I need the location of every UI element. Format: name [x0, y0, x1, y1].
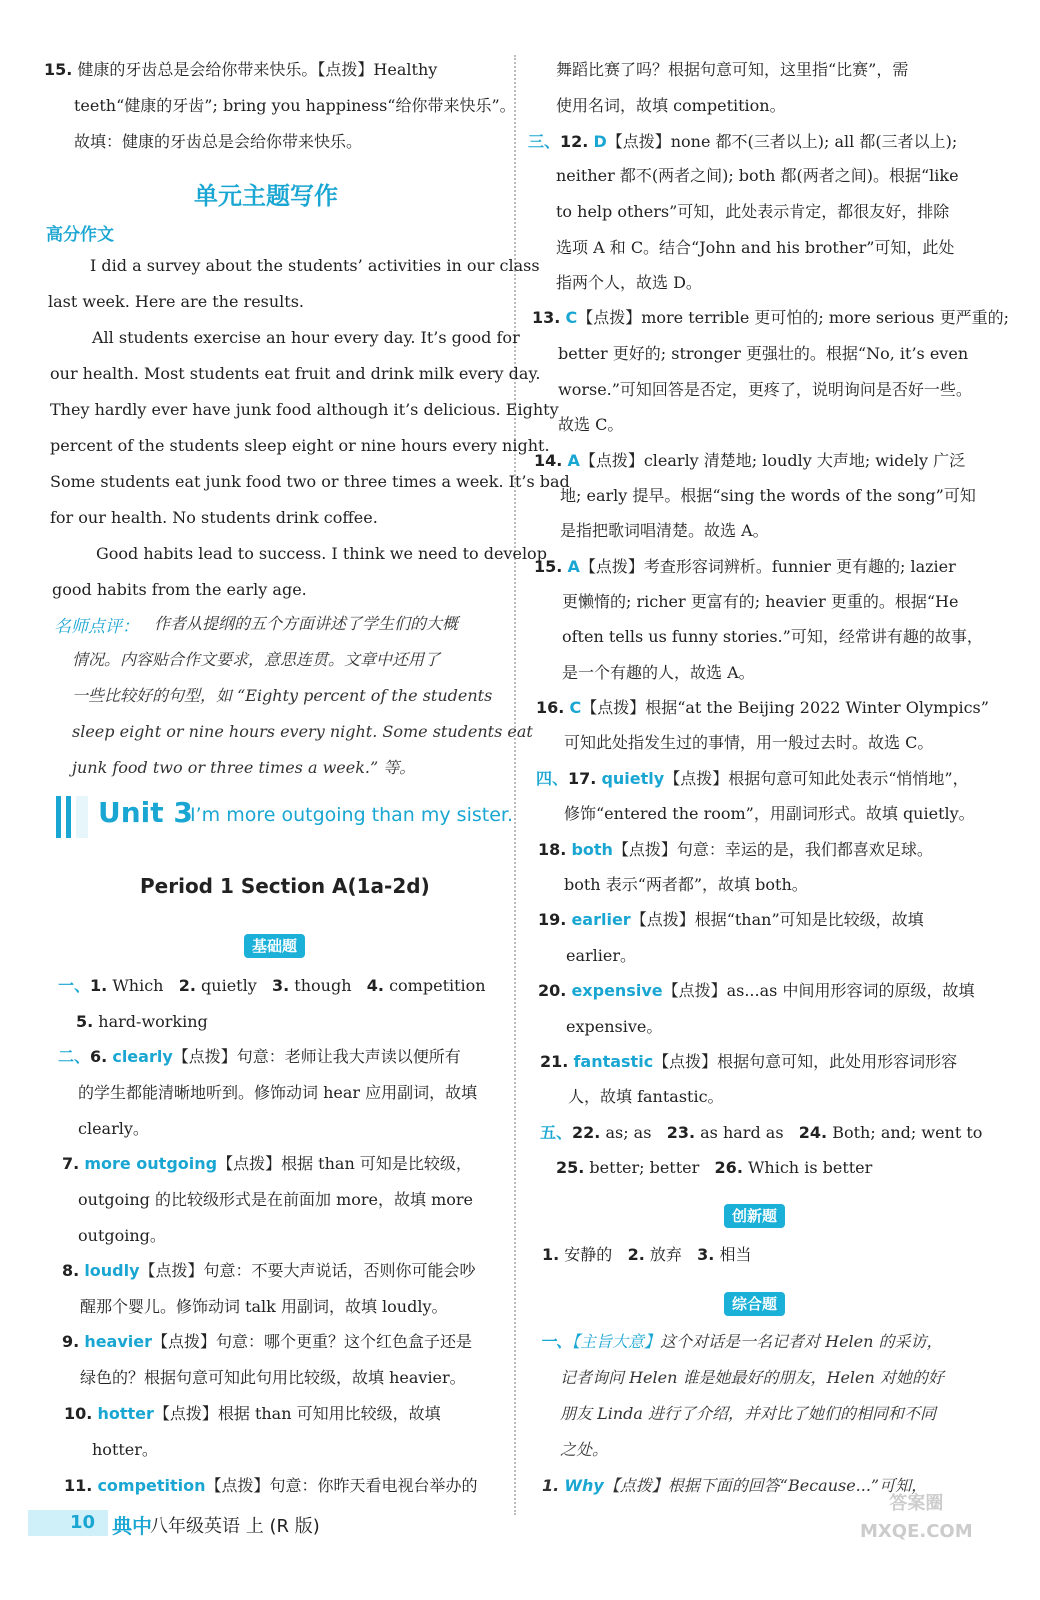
- right-answer-line-8: better 更好的; stronger 更强壮的。根据“No, it’s even: [558, 344, 969, 363]
- right-answer-line-21: 修饰“entered the room”，用副词形式。故填 quietly。: [564, 804, 975, 823]
- basic-answer-line-9: 醒那个婴儿。修饰动词 talk 用副词，故填 loudly。: [80, 1297, 448, 1316]
- comment-line-2: 一些比较好的句型，如 “Eighty percent of the students: [72, 686, 493, 705]
- comment-line-1: 情况。内容贴合作文要求，意思连贯。文章中还用了: [72, 650, 441, 669]
- period-title: Period 1 Section A(1a-2d): [140, 874, 430, 898]
- unit-label: Unit 3: [98, 796, 193, 829]
- essay-line-6: Some students eat junk food two or three times a week. It’s bad: [50, 472, 570, 491]
- right-answer-line-3: neither 都不(两者之间); both 都(两者之间)。根据“like: [556, 166, 959, 185]
- right-answer-line-4: to help others”可知，此处表示肯定，都很友好，排除: [556, 202, 950, 221]
- essay-line-3: our health. Most students eat fruit and drink milk every day.: [50, 364, 541, 383]
- basic-answer-line-7: outgoing。: [78, 1226, 166, 1245]
- comment-line-0: 作者从提纲的五个方面讲述了学生们的大概: [154, 614, 459, 633]
- watermark: [860, 1490, 973, 1546]
- watermark-line-1: 答案圈: [889, 1493, 944, 1514]
- book-title: 八年级英语 上 (R 版): [150, 1516, 320, 1537]
- basic-answer-line-13: hotter。: [92, 1440, 158, 1459]
- right-answer-line-25: earlier。: [566, 946, 637, 965]
- right-answer-line-15: 更懒惰的; richer 更富有的; heavier 更重的。根据“He: [562, 592, 959, 611]
- right-answer-line-0: 舞蹈比赛了吗？根据句意可知，这里指“比赛”，需: [556, 60, 909, 79]
- summary-line-3: 之处。: [560, 1440, 609, 1459]
- comment-label: 名师点评：: [54, 617, 139, 637]
- right-answer-line-16: often tells us funny stories.”可知，经常讲有趣的故事，: [562, 627, 983, 646]
- basic-answer-line-12: 10. hotter【点拨】根据 than 可知用比较级，故填: [64, 1404, 441, 1423]
- left-answer-line-2: 故填：健康的牙齿总是会给你带来快乐。: [74, 132, 363, 151]
- creative-questions-badge: 创新题: [724, 1204, 785, 1228]
- right-answer-line-31: 25. better; better 26. Which is better: [556, 1158, 873, 1177]
- right-answer-line-2: 三、12. D【点拨】none 都不(三者以上); all 都(三者以上);: [528, 132, 958, 151]
- comprehensive-questions-badge: 综合题: [724, 1292, 785, 1316]
- basic-answer-line-11: 绿色的？根据句意可知此句用比较级，故填 heavier。: [80, 1368, 466, 1387]
- basic-answer-line-14: 11. competition【点拨】句意：你昨天看电视台举办的: [64, 1476, 478, 1495]
- right-answer-line-27: expensive。: [566, 1017, 663, 1036]
- essay-head: 高分作文: [46, 225, 114, 245]
- essay-line-4: They hardly ever have junk food although it’s delicious. Eighty: [50, 400, 559, 419]
- comment-line-4: junk food two or three times a week.” 等。: [72, 758, 416, 777]
- left-answer-line-0: 15. 健康的牙齿总是会给你带来快乐。【点拨】Healthy: [44, 60, 438, 79]
- essay-line-7: for our health. No students drink coffee.: [50, 508, 378, 527]
- unit-bar-2: [66, 796, 71, 838]
- right-answer-line-11: 14. A【点拨】clearly 清楚地; loudly 大声地; widely 广泛: [534, 451, 966, 470]
- right-answer-line-18: 16. C【点拨】根据“at the Beijing 2022 Winter Olympics”: [536, 698, 989, 717]
- essay-line-1: last week. Here are the results.: [48, 292, 305, 311]
- essay-line-0: I did a survey about the students’ activities in our class: [90, 256, 540, 275]
- right-answer-line-14: 15. A【点拨】考查形容词辨析。funnier 更有趣的; lazier: [534, 557, 956, 576]
- right-answer-line-5: 选项 A 和 C。结合“John and his brother”可知，此处: [556, 238, 955, 257]
- right-answer-line-26: 20. expensive【点拨】as...as 中间用形容词的原级，故填: [538, 981, 975, 1000]
- brand-logo: 典中: [112, 1514, 152, 1538]
- summary-line-1: 记者询问 Helen 谁是她最好的朋友，Helen 对她的好: [560, 1368, 944, 1387]
- essay-line-2: All students exercise an hour every day. It’s good for: [92, 328, 520, 347]
- essay-line-8: Good habits lead to success. I think we need to develop: [96, 544, 547, 563]
- right-answer-line-24: 19. earlier【点拨】根据“than”可知是比较级，故填: [538, 910, 924, 929]
- right-answer-line-17: 是一个有趣的人，故选 A。: [562, 663, 755, 682]
- summary-line-2: 朋友 Linda 进行了介绍，并对比了她们的相同和不同: [560, 1404, 937, 1423]
- right-answer-line-23: both 表示“两者都”，故填 both。: [564, 875, 808, 894]
- right-answer-line-6: 指两个人，故选 D。: [556, 273, 702, 292]
- right-answer-line-19: 可知此处指发生过的事情，用一般过去时。故选 C。: [564, 733, 934, 752]
- right-answer-line-1: 使用名词，故填 competition。: [556, 96, 786, 115]
- right-answer-line-12: 地; early 提早。根据“sing the words of the song”可知: [560, 486, 976, 505]
- right-answer-line-10: 故选 C。: [558, 415, 624, 434]
- right-answer-line-28: 21. fantastic【点拨】根据句意可知，此处用形容词形容: [540, 1052, 958, 1071]
- unit-subtitle: I’m more outgoing than my sister.: [190, 804, 513, 826]
- essay-line-9: good habits from the early age.: [52, 580, 307, 599]
- basic-answer-line-10: 9. heavier【点拨】句意：哪个更重？这个红色盒子还是: [62, 1332, 473, 1351]
- comment-line-3: sleep eight or nine hours every night. Some students eat: [72, 722, 533, 741]
- right-answer-line-7: 13. C【点拨】more terrible 更可怕的; more serious 更严重的;: [532, 308, 1009, 327]
- essay-line-5: percent of the students sleep eight or nine hours every night.: [50, 436, 550, 455]
- basic-questions-badge: 基础题: [244, 934, 305, 958]
- basic-answer-line-0: 一、1. Which 2. quietly 3. though 4. competition: [58, 976, 486, 995]
- right-answer-line-22: 18. both【点拨】句意：幸运的是，我们都喜欢足球。: [538, 840, 933, 859]
- right-answer-line-20: 四、17. quietly【点拨】根据句意可知此处表示“悄悄地”，: [536, 769, 969, 788]
- basic-answer-line-2: 二、6. clearly【点拨】句意：老师让我大声读以便所有: [58, 1047, 461, 1066]
- right-answer-line-9: worse.”可知回答是否定，更疼了，说明询问是否好一些。: [558, 380, 972, 399]
- left-answer-line-1: teeth“健康的牙齿”; bring you happiness“给你带来快乐”。: [74, 96, 516, 115]
- unit-bar-3: [76, 796, 88, 838]
- summary-line-0: 一、【主旨大意】这个对话是一名记者对 Helen 的采访，: [540, 1332, 943, 1351]
- unit-bar-1: [56, 796, 61, 838]
- basic-answer-line-8: 8. loudly【点拨】句意：不要大声说话，否则你可能会吵: [62, 1261, 476, 1280]
- watermark-line-2: MXQE.COM: [860, 1521, 973, 1542]
- basic-answer-line-3: 的学生都能清晰地听到。修饰动词 hear 应用副词，故填: [78, 1083, 478, 1102]
- creative-answer-line-0: 1. 安静的 2. 放弃 3. 相当: [542, 1245, 752, 1264]
- writing-title: 单元主题写作: [194, 182, 338, 210]
- summary-line-4: 1. Why【点拨】根据下面的回答“Because...”可知，: [542, 1476, 928, 1495]
- basic-answer-line-4: clearly。: [78, 1119, 149, 1138]
- right-answer-line-13: 是指把歌词唱清楚。故选 A。: [560, 521, 769, 540]
- basic-answer-line-6: outgoing 的比较级形式是在前面加 more，故填 more: [78, 1190, 474, 1209]
- page-number: 10: [28, 1510, 108, 1536]
- basic-answer-line-1: 5. hard-working: [76, 1012, 208, 1031]
- basic-answer-line-5: 7. more outgoing【点拨】根据 than 可知是比较级，: [62, 1154, 472, 1173]
- right-answer-line-29: 人，故填 fantastic。: [568, 1087, 724, 1106]
- right-answer-line-30: 五、22. as; as 23. as hard as 24. Both; and; went to: [540, 1123, 983, 1142]
